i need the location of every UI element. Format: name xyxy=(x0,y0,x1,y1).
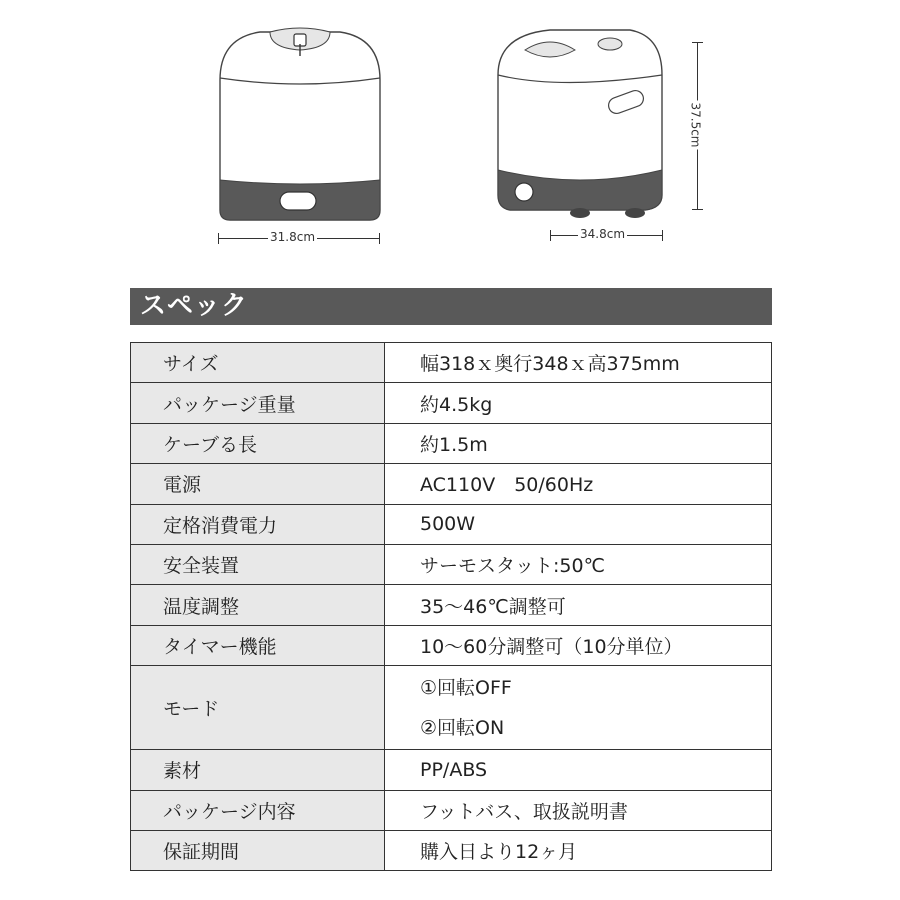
spec-row xyxy=(131,625,772,665)
spec-value: 購入日より12ヶ月 xyxy=(385,830,772,870)
spec-value: AC110V 50/60Hz xyxy=(385,464,772,504)
spec-table xyxy=(130,342,772,871)
side-depth-label: 34.8cm xyxy=(580,227,626,241)
spec-value-line: ②回転ON xyxy=(420,716,505,739)
spec-row xyxy=(131,830,772,870)
spec-value: PP/ABS xyxy=(385,750,772,790)
spec-label: タイマー機能 xyxy=(131,625,385,665)
front-width-label: 31.8cm xyxy=(270,230,316,244)
spec-label: モード xyxy=(131,666,385,750)
spec-row xyxy=(131,464,772,504)
spec-label: パッケージ重量 xyxy=(131,383,385,423)
spec-title: スペック xyxy=(130,288,772,325)
height-tick-top xyxy=(692,42,703,43)
spec-row xyxy=(131,423,772,463)
spec-value: 10～60分調整可（10分単位） xyxy=(385,625,772,665)
spec-label: 素材 xyxy=(131,750,385,790)
spec-label: サイズ xyxy=(131,343,385,383)
spec-row xyxy=(131,504,772,544)
spec-label: 温度調整 xyxy=(131,585,385,625)
spec-value: 500W xyxy=(385,504,772,544)
spec-label: ケーブる長 xyxy=(131,423,385,463)
spec-value-line: ①回転OFF xyxy=(420,676,512,699)
spec-value: 幅318ｘ奥行348ｘ高375mm xyxy=(385,343,772,383)
product-front-view xyxy=(210,20,390,230)
spec-label: パッケージ内容 xyxy=(131,790,385,830)
spec-row xyxy=(131,383,772,423)
side-depth-tick-right xyxy=(662,230,663,241)
side-depth-tick-left xyxy=(550,230,551,241)
spec-label: 保証期間 xyxy=(131,830,385,870)
spec-value: 約1.5m xyxy=(385,423,772,463)
spec-row xyxy=(131,343,772,383)
spec-row xyxy=(131,544,772,584)
spec-row xyxy=(131,750,772,790)
spec-value: 約4.5kg xyxy=(385,383,772,423)
spec-value: 35～46℃調整可 xyxy=(385,585,772,625)
spec-value xyxy=(385,666,772,750)
height-tick-bottom xyxy=(692,209,703,210)
front-width-tick-left xyxy=(218,233,219,244)
spec-row xyxy=(131,666,772,750)
spec-label: 安全装置 xyxy=(131,544,385,584)
spec-label: 電源 xyxy=(131,464,385,504)
spec-row xyxy=(131,790,772,830)
height-label: 37.5cm xyxy=(688,102,703,148)
spec-label: 定格消費電力 xyxy=(131,504,385,544)
front-width-tick-right xyxy=(379,233,380,244)
product-side-view xyxy=(490,20,670,230)
spec-value: フットバス、取扱説明書 xyxy=(385,790,772,830)
spec-value: サーモスタット:50℃ xyxy=(385,544,772,584)
spec-row xyxy=(131,585,772,625)
